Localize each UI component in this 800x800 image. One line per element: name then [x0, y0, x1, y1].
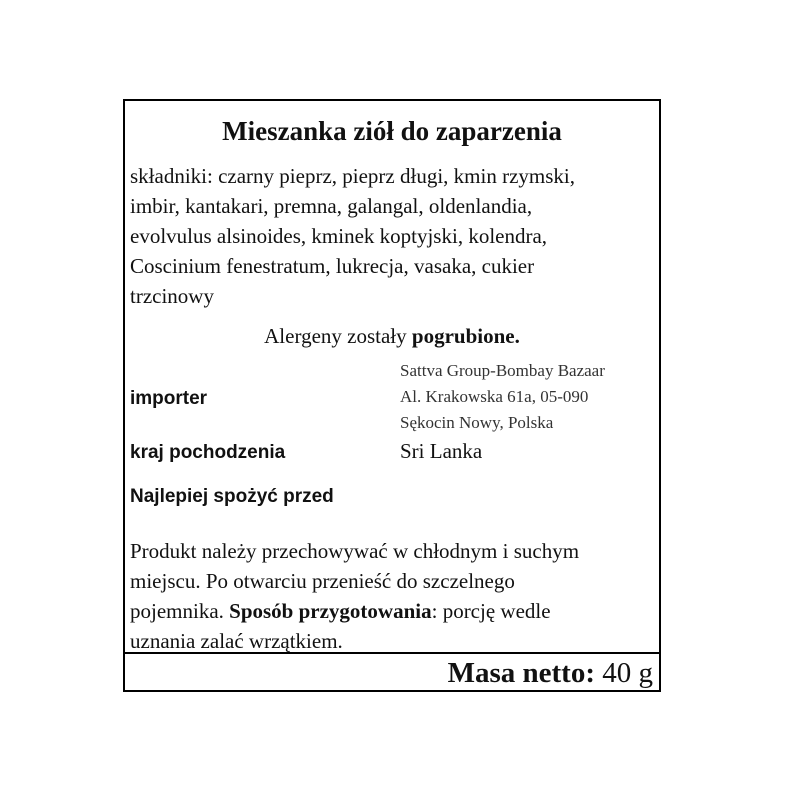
importer-address — [400, 358, 605, 436]
net-weight-divider — [125, 652, 659, 654]
storage-instructions — [130, 536, 651, 656]
ingredients-block — [130, 161, 653, 311]
ingredients-line-1: składniki: czarny pieprz, pieprz długi, kmin rzymski, — [130, 164, 575, 188]
ingredients-line-5: trzcinowy — [130, 284, 214, 308]
product-label — [123, 99, 661, 692]
best-before-label: Najlepiej spożyć przed — [130, 486, 334, 507]
storage-line-1: Produkt należy przechowywać w chłodnym i suchym — [130, 539, 580, 563]
importer-line-2: Al. Krakowska 61a, 05-090 — [400, 387, 589, 406]
allergens-text: Alergeny zostały — [264, 324, 407, 348]
importer-line-3: Sękocin Nowy, Polska — [400, 413, 554, 432]
storage-line-4: uznania zalać wrzątkiem. — [130, 629, 343, 653]
ingredients-label: składniki: — [130, 164, 213, 188]
allergens-bold: pogrubione. — [411, 324, 520, 348]
importer-label: importer — [130, 388, 208, 409]
storage-line-3: pojemnika. Sposób przygotowania: porcję wedle — [130, 599, 551, 623]
net-weight-label: Masa netto: — [447, 657, 595, 689]
ingredients-line-2: imbir, kantakari, premna, galangal, oldenlandia, — [130, 194, 533, 218]
country-value: Sri Lanka — [400, 439, 483, 463]
net-weight-value: 40 g — [602, 657, 653, 689]
allergens-note — [125, 321, 659, 351]
ingredients-line-4: Coscinium fenestratum, lukrecja, vasaka, cukier — [130, 254, 535, 278]
storage-line-2: miejscu. Po otwarciu przenieść do szczelnego — [130, 569, 515, 593]
net-weight — [448, 656, 653, 690]
country-label: kraj pochodzenia — [130, 442, 286, 463]
importer-line-1: Sattva Group-Bombay Bazaar — [400, 361, 605, 380]
preparation-label: Sposób przygotowania — [229, 599, 432, 623]
ingredients-line-3: evolvulus alsinoides, kminek koptyjski, kolendra, — [130, 224, 548, 248]
product-title: Mieszanka ziół do zaparzenia — [222, 116, 562, 146]
